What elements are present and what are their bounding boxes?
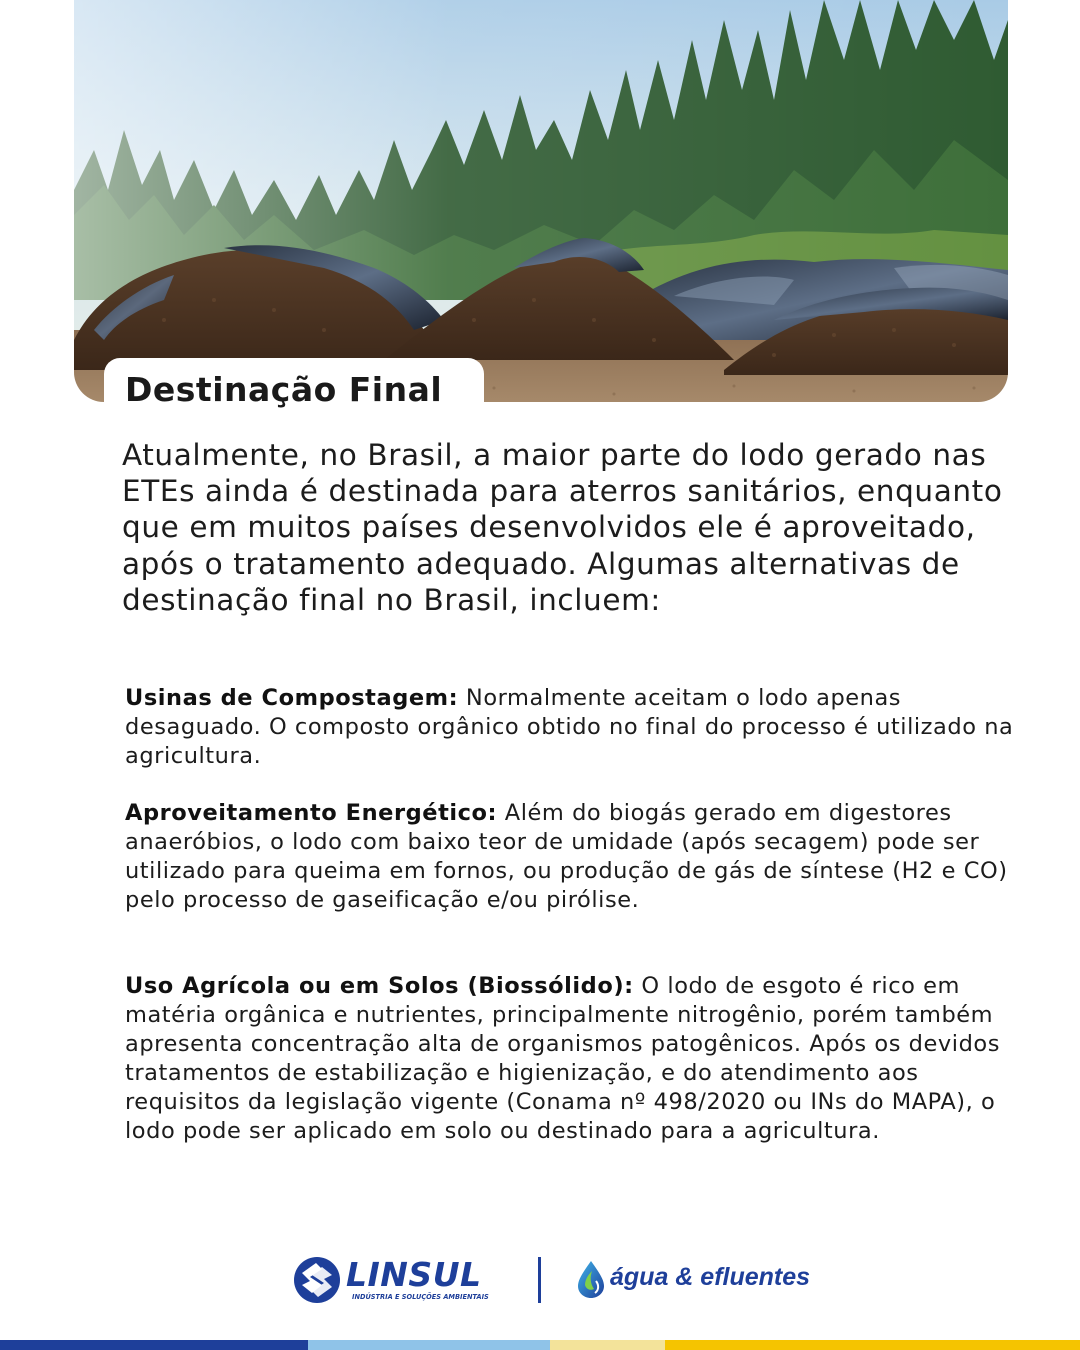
section-text: O lodo de esgoto é rico em matéria orgânica e nutrientes, principalmente nitrogênio, porém também apresenta concentração alta de organismos patogênicos. Após os devidos tratamentos de estabilização e higienização, e do atendimento aos requisitos da legislação vigente (Conama nº 498/2020 ou INs do MAPA), o lodo pode ser aplicado em solo ou destinado para a agricultura.	[125, 973, 1000, 1144]
hero-image	[74, 0, 1008, 402]
section-heading: Uso Agrícola ou em Solos (Biossólido):	[125, 973, 634, 999]
stripe-segment-pale-yellow	[550, 1340, 665, 1350]
footer-logos	[0, 1245, 1080, 1315]
bottom-color-stripe	[0, 1340, 1080, 1350]
division-name: água & efluentes	[610, 1263, 811, 1291]
section-heading: Usinas de Compostagem:	[125, 685, 459, 711]
water-drop-icon	[576, 1259, 606, 1299]
linsul-logo	[292, 1253, 502, 1307]
stripe-segment-blue	[0, 1340, 308, 1350]
section-heading: Aproveitamento Energético:	[125, 800, 498, 826]
footer-divider	[538, 1257, 541, 1303]
section-text: Normalmente aceitam o lodo apenas desaguado. O composto orgânico obtido no final do processo é utilizado na agricultura.	[125, 685, 1014, 769]
page-title: Destinação Final	[125, 370, 443, 409]
brand-tagline: INDÚSTRIA E SOLUÇÕES AMBIENTAIS	[352, 1293, 489, 1301]
stripe-segment-yellow	[665, 1340, 1080, 1350]
compost-piles-photo	[74, 0, 1008, 402]
section-agricultural-use	[125, 972, 1025, 1146]
brand-name: LINSUL	[346, 1255, 482, 1294]
intro-paragraph: Atualmente, no Brasil, a maior parte do lodo gerado nas ETEs ainda é destinada para aterros sanitários, enquanto que em muitos países desenvolvidos ele é aproveitado, após o tratamento adequado. Algumas alternativas de destinação final no Brasil, incluem:	[122, 438, 1003, 617]
section-text: Além do biogás gerado em digestores anaeróbios, o lodo com baixo teor de umidade (após secagem) pode ser utilizado para queima em fornos, ou produção de gás de síntese (H2 e CO) pelo processo de gaseificação e/ou pirólise.	[125, 800, 1008, 913]
linsul-logo-icon	[292, 1255, 342, 1305]
section-composting	[125, 684, 1025, 771]
section-energy	[125, 799, 1025, 915]
title-tab	[104, 358, 484, 422]
agua-efluentes-logo	[576, 1259, 826, 1303]
stripe-segment-light-blue	[308, 1340, 550, 1350]
